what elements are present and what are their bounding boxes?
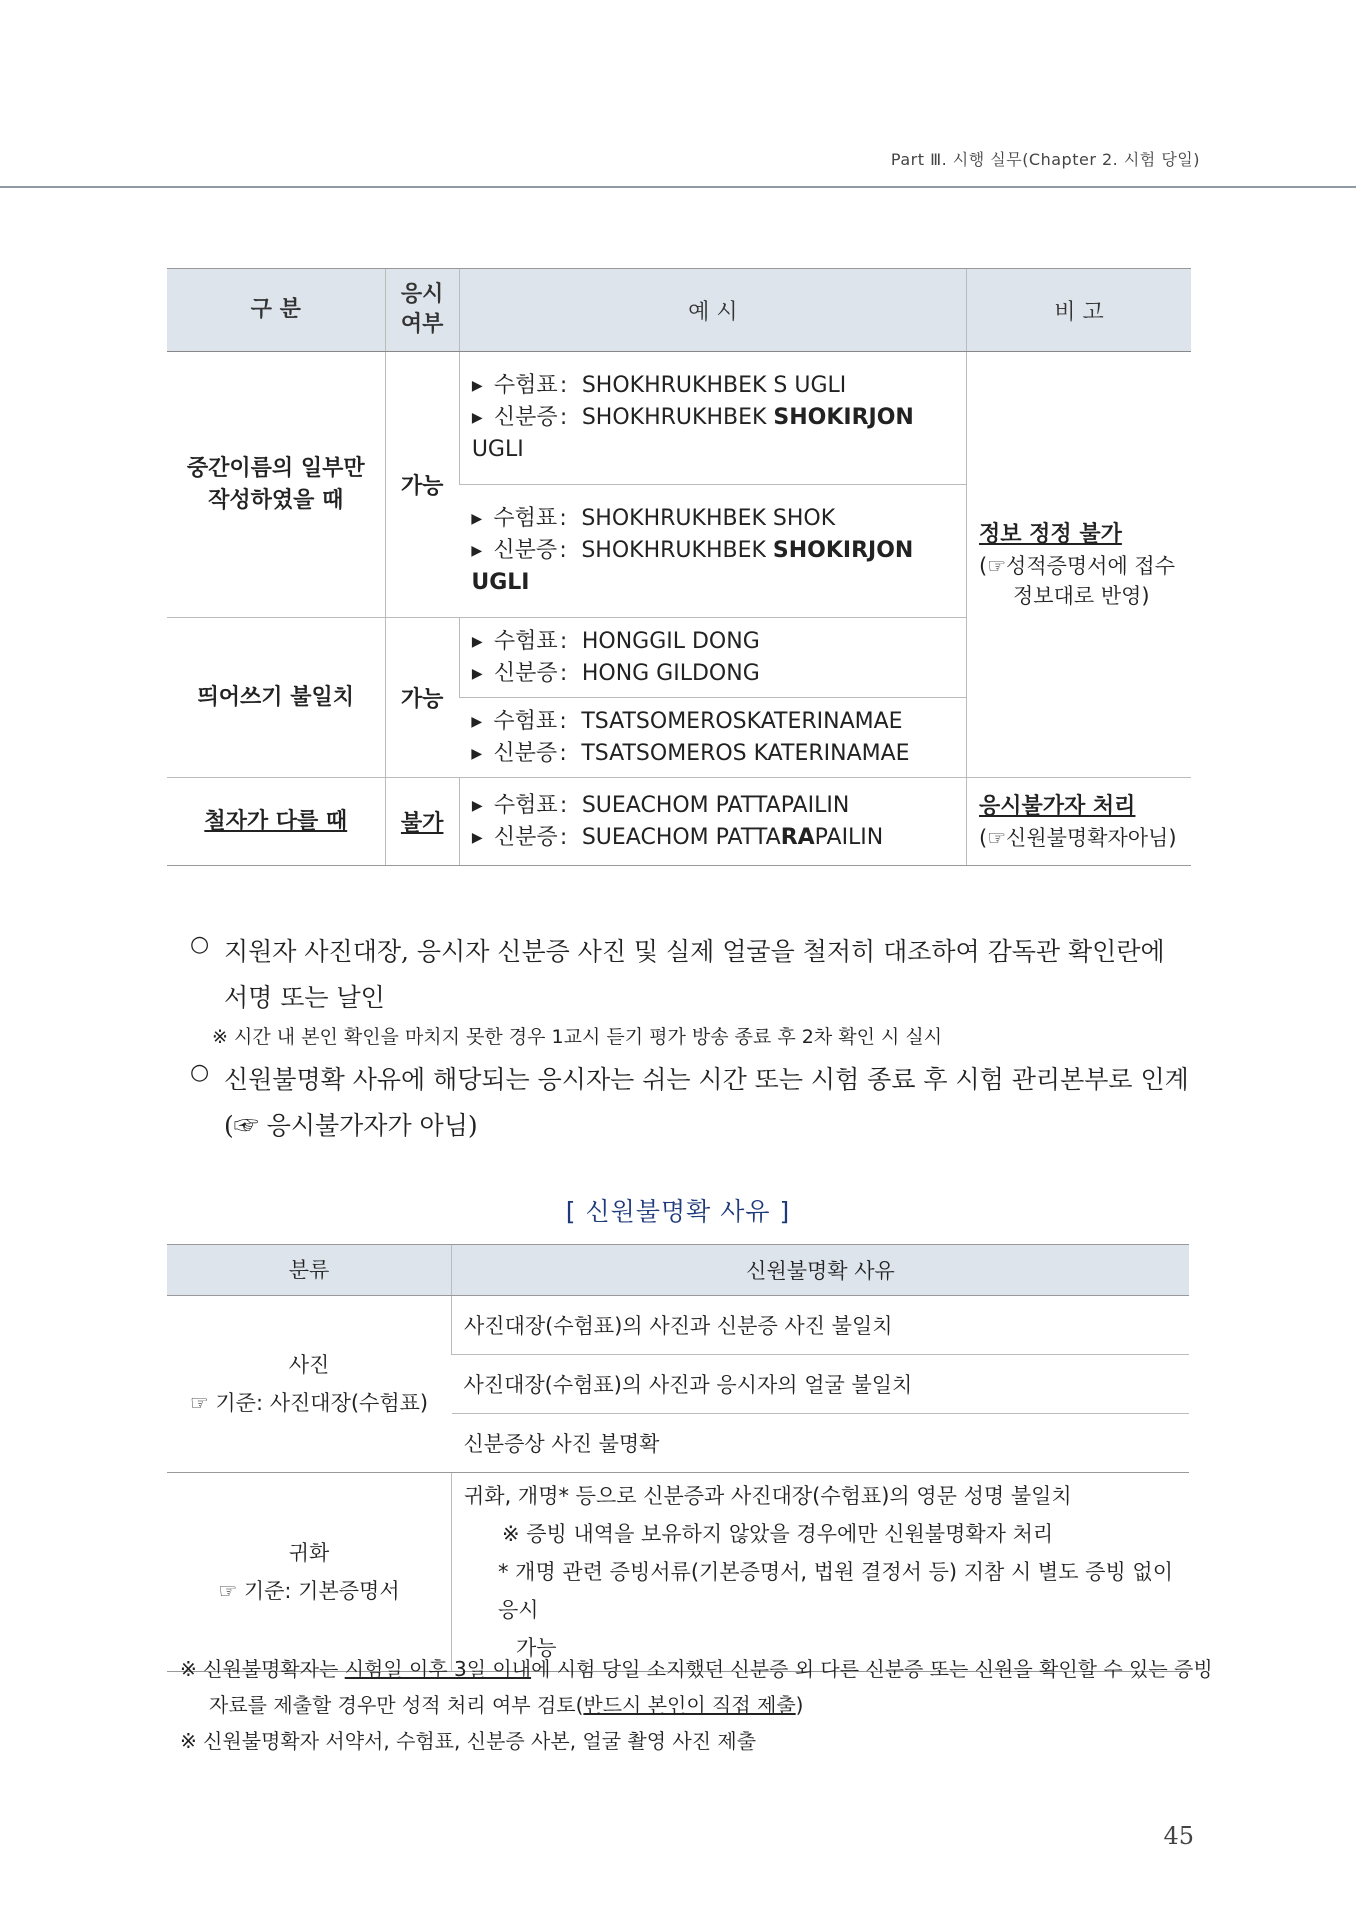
- category-spacing: 띄어쓰기 불일치: [167, 618, 385, 778]
- example-cell: ▶ 수험표 : TSATSOMEROSKATERINAMAE ▶ 신분증 : TSATSOMEROS KATERINAMAE: [459, 698, 966, 778]
- bullet-circle: ○: [190, 932, 210, 957]
- class-photo: 사진 ☞ 기준: 사진대장(수험표): [167, 1296, 452, 1473]
- reason-item: 사진대장(수험표)의 사진과 응시자의 얼굴 불일치: [452, 1355, 1190, 1414]
- example-cell: ▶ 수험표 : SHOKHRUKHBEK S UGLI ▶ 신분증 : SHOKHRUKHBEK SHOKIRJON UGLI: [459, 352, 966, 485]
- example-cell: ▶ 수험표 : SUEACHOM PATTAPAILIN ▶ 신분증 : SUEACHOM PATTARAPAILIN: [459, 778, 966, 866]
- allowed-spelling: 불가: [385, 778, 459, 866]
- col-header-example: 예 시: [459, 269, 966, 352]
- paragraph-photo-check: ○ 지원자 사진대장, 응시자 신분증 사진 및 실제 얼굴을 철저히 대조하여 감독관 확인란에: [190, 932, 1165, 966]
- note-info-no-correction: 정보 정정 불가 (☞성적증명서에 접수 정보대로 반영): [967, 352, 1191, 778]
- bullet-circle: ○: [190, 1060, 210, 1085]
- footnote-documents: ※ 신원불명확자 서약서, 수험표, 신분증 사본, 얼굴 촬영 사진 제출: [180, 1729, 757, 1753]
- col-header-allowed: 응시 여부: [385, 269, 459, 352]
- unverified-identity-table: [167, 1244, 1189, 1672]
- col-header-reason: 신원불명확 사유: [452, 1245, 1190, 1296]
- paragraph-handover: ○ 신원불명확 사유에 해당되는 응시자는 쉬는 시간 또는 시험 종료 후 시험 관리본부로 인계: [190, 1060, 1189, 1094]
- footnote-submission-cont: 자료를 제출할 경우만 성적 처리 여부 검토(반드시 본인이 직접 제출): [209, 1693, 804, 1717]
- example-cell: ▶ 수험표 : HONGGIL DONG ▶ 신분증 : HONG GILDONG: [459, 618, 966, 698]
- reason-item: 신분증상 사진 불명확: [452, 1414, 1190, 1473]
- allowed-spacing: 가능: [385, 618, 459, 778]
- note-not-allowed: 응시불가자 처리 (☞신원불명확자아님): [967, 778, 1191, 866]
- page-number: 45: [1163, 1822, 1194, 1850]
- category-spelling: 철자가 다를 때: [167, 778, 385, 866]
- name-mismatch-table: [167, 268, 1191, 866]
- allowed-middle-name: 가능: [385, 352, 459, 618]
- page-header: [0, 0, 1356, 188]
- col-header-class: 분류: [167, 1245, 452, 1296]
- reason-naturalization: 귀화, 개명* 등으로 신분증과 사진대장(수험표)의 영문 성명 불일치 ※ 증빙 내역을 보유하지 않았을 경우에만 신원불명확자 처리 * 개명 관련 증빙서류(기본증명서, 법원 결정서 등) 지참 시 별도 증빙 없이 응시 가능: [452, 1473, 1190, 1672]
- footnote-submission: ※ 신원불명확자는 시험일 이후 3일 이내에 시험 당일 소지했던 신분증 외 다른 신분증 또는 신원을 확인할 수 있는 증빙: [180, 1657, 1213, 1681]
- header-title: Part Ⅲ. 시행 실무(Chapter 2. 시험 당일): [890, 150, 1200, 169]
- class-naturalization: 귀화 ☞ 기준: 기본증명서: [167, 1473, 452, 1672]
- example-cell: ▶ 수험표 : SHOKHRUKHBEK SHOK ▶ 신분증 : SHOKHRUKHBEK SHOKIRJON UGLI: [459, 485, 966, 618]
- col-header-category: 구 분: [167, 269, 385, 352]
- reason-item: 사진대장(수험표)의 사진과 신분증 사진 불일치: [452, 1296, 1190, 1355]
- table2-caption: [ 신원불명확 사유 ]: [565, 1197, 791, 1226]
- category-middle-name: 중간이름의 일부만 작성하였을 때: [167, 352, 385, 618]
- col-header-note: 비 고: [967, 269, 1191, 352]
- note-second-check: ※ 시간 내 본인 확인을 마치지 못한 경우 1교시 듣기 평가 방송 종료 후 2차 확인 시 실시: [212, 1026, 943, 1048]
